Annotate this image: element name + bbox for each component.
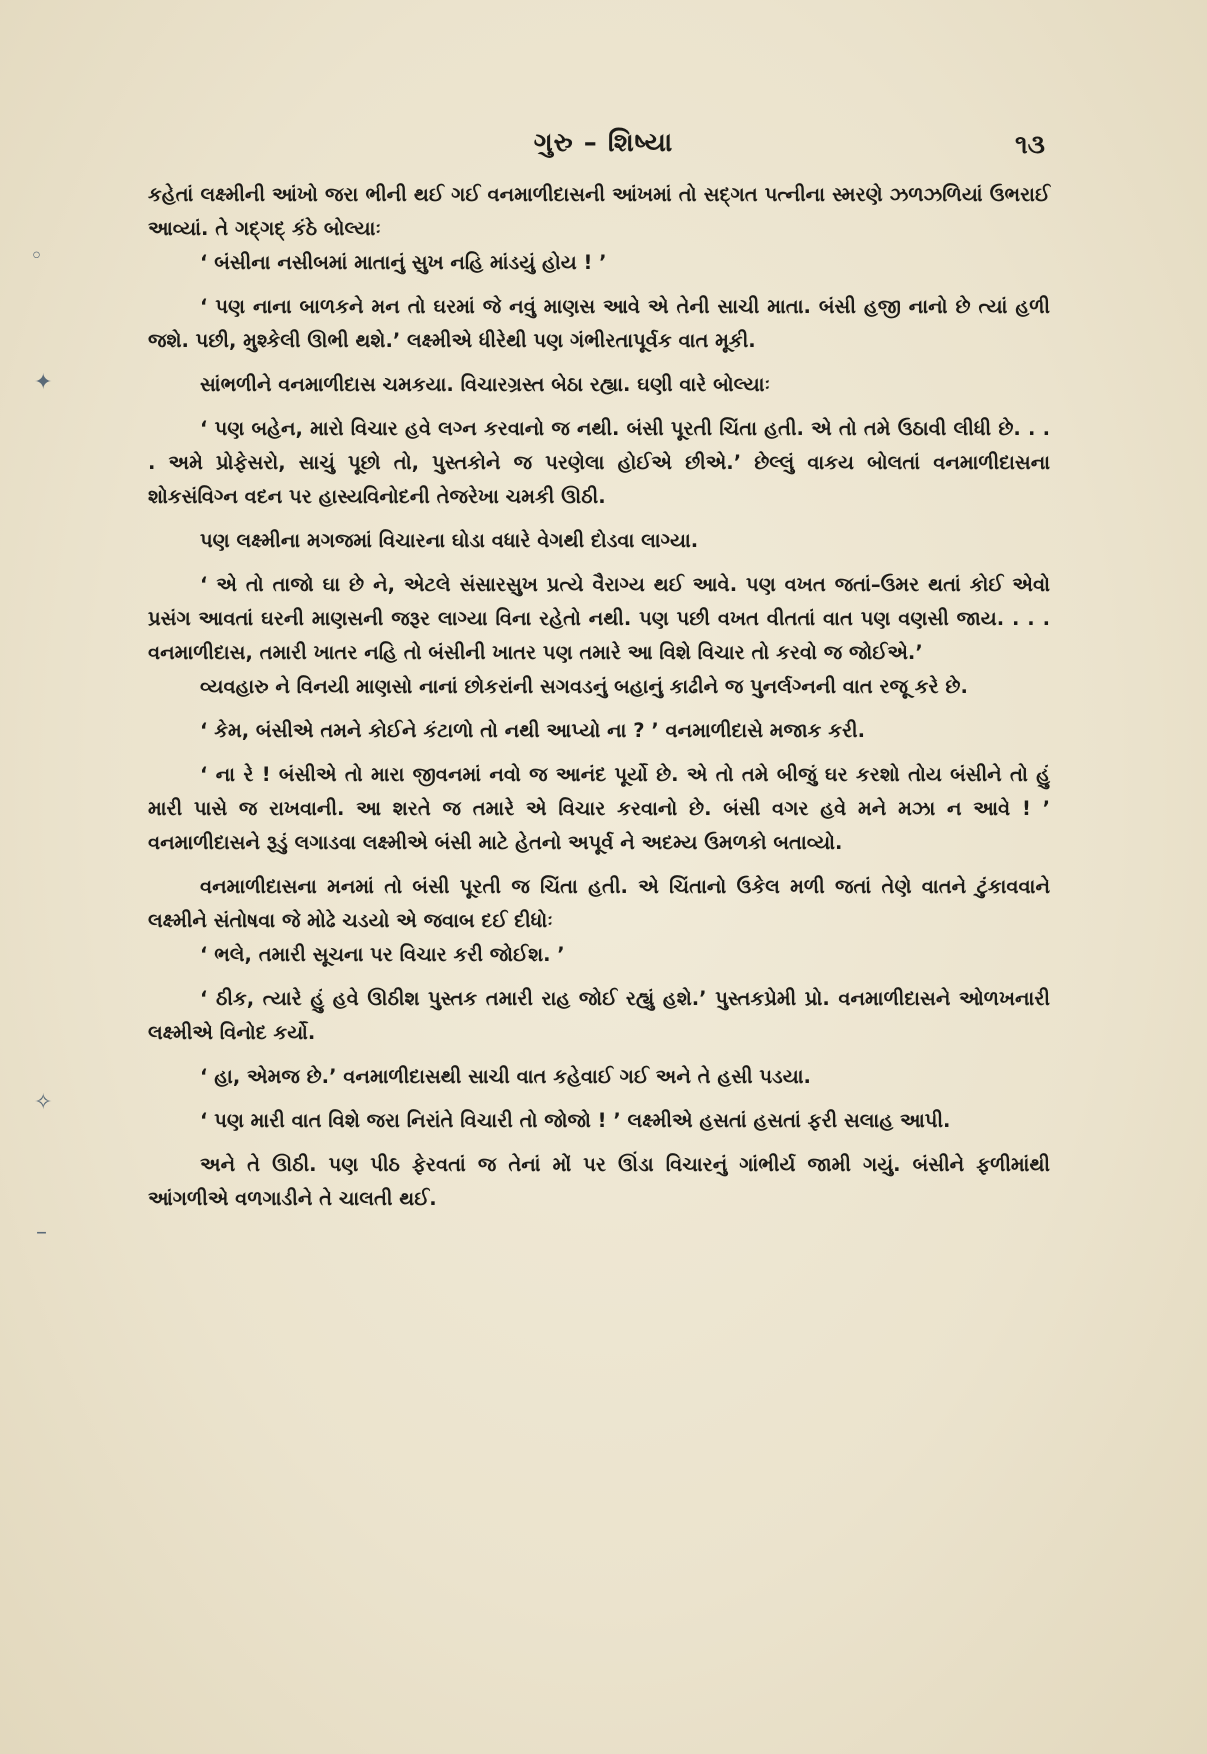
paragraph: સાંભળીને વનમાળીદાસ ચમકયા. વિચારગ્રસ્ત બેઠા રહ્યા. ઘણી વારે બોલ્યાઃ (200, 373, 771, 396)
paragraph: પણ લક્ષ્મીના મગજમાં વિચારના ઘોડા વધારે વેગથી દોડવા લાગ્યા. (200, 529, 699, 552)
margin-mark: – (36, 1220, 47, 1245)
paragraph: ‘ એ તો તાજો ઘા છે ને, એટલે સંસારસુખ પ્રત્યે વૈરાગ્ય થઈ આવે. પણ વખત જતાં–ઉમર થતાં કોઈ એવો પ્રસંગ આવતાં ઘરની માણસની જરૂર લાગ્યા વિના રહેતો નથી. પણ પછી વખત વીતતાં વાત પણ વણસી જાય. . . . વનમાળીદાસ, તમારી ખાતર નહિ તો બંસીની ખાતર પણ તમારે આ વિશે વિચાર તો કરવો જ જોઈએ.’ (148, 573, 1050, 664)
body-text (148, 178, 1050, 1216)
page-number: ૧૩ (1014, 130, 1045, 160)
paragraph: વ્યવહારુ ને વિનયી માણસો નાનાં છોકરાંની સગવડનું બહાનું કાઢીને જ પુનર્લગ્નની વાત રજૂ કરે છે. (200, 675, 968, 698)
paragraph: અને તે ઊઠી. પણ પીઠ ફેરવતાં જ તેનાં મોં પર ઊંડા વિચારનું ગાંભીર્ય જામી ગયું. બંસીને ફળીમાંથી આંગળીએ વળગાડીને તે ચાલતી થઈ. (148, 1153, 1050, 1210)
paragraph: ‘ કેમ, બંસીએ તમને કોઈને કંટાળો તો નથી આપ્યો ના ? ’ વનમાળીદાસે મજાક કરી. (200, 719, 866, 742)
paragraph: કહેતાં લક્ષ્મીની આંખો જરા ભીની થઈ ગઈ વનમાળીદાસની આંખમાં તો સદ્‌ગત પત્નીના સ્મરણે ઝળઝળિયાં ઉભરાઈ આવ્યાં. તે ગદ્‌ગદ્‌ કંઠે બોલ્યાઃ (148, 183, 1050, 240)
margin-mark: ✧ (34, 1090, 53, 1115)
paragraph: ‘ બંસીના નસીબમાં માતાનું સુખ નહિ માંડયું હોય ! ’ (200, 251, 607, 274)
margin-mark: ✦ (34, 370, 53, 395)
paragraph: ‘ પણ નાના બાળકને મન તો ઘરમાં જે નવું માણસ આવે એ તેની સાચી માતા. બંસી હજી નાનો છે ત્યાં હળી જશે. પછી, મુશ્કેલી ઊભી થશે.’ લક્ષ્મીએ ધીરેથી પણ ગંભીરતાપૂર્વક વાત મૂકી. (148, 295, 1050, 352)
paragraph: ‘ હા, એમજ છે.’ વનમાળીદાસથી સાચી વાત કહેવાઈ ગઈ અને તે હસી પડયા. (200, 1065, 811, 1088)
margin-mark: ◦ (30, 244, 43, 269)
paragraph: ‘ પણ મારી વાત વિશે જરા નિરાંતે વિચારી તો જોજો ! ’ લક્ષ્મીએ હસતાં હસતાં ફરી સલાહ આપી. (200, 1109, 951, 1132)
paragraph: ‘ ભલે, તમારી સૂચના પર વિચાર કરી જોઈશ. ’ (200, 943, 565, 966)
paragraph: વનમાળીદાસના મનમાં તો બંસી પૂરતી જ ચિંતા હતી. એ ચિંતાનો ઉકેલ મળી જતાં તેણે વાતને ટુંકાવવાને લક્ષ્મીને સંતોષવા જે મોઢે ચડયો એ જવાબ દઈ દીધોઃ (148, 875, 1050, 932)
paragraph: ‘ ના રે ! બંસીએ તો મારા જીવનમાં નવો જ આનંદ પૂર્યો છે. એ તો તમે બીજું ઘર કરશો તોય બંસીને તો હું મારી પાસે જ રાખવાની. આ શરતે જ તમારે એ વિચાર કરવાનો છે. બંસી વગર હવે મને મઝા ન આવે ! ’ વનમાળીદાસને રૂડું લગાડવા લક્ષ્મીએ બંસી માટે હેતનો અપૂર્વ ને અદમ્ય ઉમળકો બતાવ્યો. (148, 763, 1050, 854)
paragraph: ‘ પણ બહેન, મારો વિચાર હવે લગ્ન કરવાનો જ નથી. બંસી પૂરતી ચિંતા હતી. એ તો તમે ઉઠાવી લીધી છે. . . . અમે પ્રોફેસરો, સાચું પૂછો તો, પુસ્તકોને જ પરણેલા હોઈએ છીએ.’ છેલ્લું વાકય બોલતાં વનમાળીદાસના શોકસંવિગ્ન વદન પર હાસ્યવિનોદની તેજરેખા ચમકી ઊઠી. (148, 417, 1050, 508)
page-header (0, 128, 1207, 168)
paragraph: ‘ ઠીક, ત્યારે હું હવે ઊઠીશ પુસ્તક તમારી રાહ જોઈ રહ્યું હશે.’ પુસ્તકપ્રેમી પ્રો. વનમાળીદાસને ઓળખનારી લક્ષ્મીએ વિનોદ કર્યો. (148, 987, 1050, 1044)
running-title: ગુરુ – શિષ્યા (533, 128, 674, 158)
